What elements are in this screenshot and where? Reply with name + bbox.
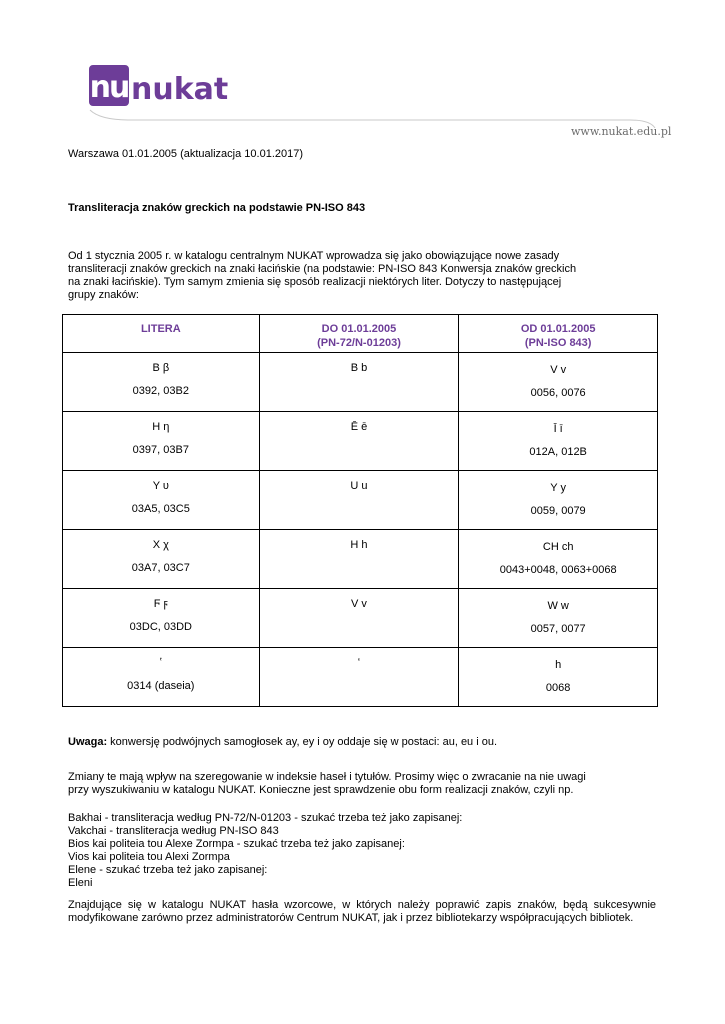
- header-sublabel: (PN-ISO 843): [524, 337, 592, 349]
- cell-new: [459, 412, 658, 471]
- cell-new: [459, 530, 658, 589]
- header-sublabel: (PN-72/N-01203): [317, 337, 401, 349]
- header-before-2005: [259, 315, 459, 353]
- old-translit: U u: [350, 480, 368, 492]
- greek-letter: [64, 657, 258, 670]
- intro-line: na znaki łacińskie). Tym samym zmienia się sposób realizacji niektórych liter. Dotyczy to następującej: [68, 276, 562, 288]
- document-title: Transliteracja znaków greckich na podstawie PN-ISO 843: [68, 202, 366, 214]
- header-label: DO 01.01.2005: [321, 323, 397, 335]
- cell-litera: [63, 530, 260, 589]
- unicode-code: 03A5, 03C5: [131, 503, 190, 515]
- cell-old: [259, 589, 459, 648]
- cell-new: [459, 353, 658, 412]
- example-line: Elene - szukać trzeba też jako zapisanej:: [68, 864, 268, 876]
- old-translit: ʻ: [357, 657, 361, 669]
- unicode-code: 0056, 0076: [530, 387, 586, 399]
- header-label: LITERA: [140, 323, 181, 335]
- note-label: Uwaga:: [68, 736, 108, 748]
- cell-litera: [63, 589, 260, 648]
- unicode-code: 0043+0048, 0063+0068: [499, 564, 617, 576]
- intro-line: transliteracji znaków greckich na znaki łacińskie (na podstawie: PN-ISO 843 Konwersja znaków greckich: [68, 263, 577, 275]
- example-line: Bios kai politeia tou Alexe Zormpa - szukać trzeba też jako zapisanej:: [68, 838, 405, 850]
- changes-line: Zmiany te mają wpływ na szeregowanie w indeksie haseł i tytułów. Prosimy więc o zwracanie na nie uwagi: [68, 771, 586, 783]
- old-translit: Ē ē: [350, 421, 368, 433]
- greek-letter: Η η: [152, 421, 170, 433]
- example-line: Bakhai - transliteracja według PN-72/N-01203 - szukać trzeba też jako zapisanej:: [68, 812, 463, 824]
- header-after-2005: [459, 315, 658, 353]
- changes-paragraph: [68, 771, 658, 797]
- cell-old: [259, 471, 459, 530]
- old-translit: B b: [350, 362, 368, 374]
- intro-paragraph: [68, 250, 588, 302]
- final-paragraph: Znajdujące się w katalogu NUKAT hasła wzorcowe, w których należy poprawić zapis znaków, będą sukcesywnie modyfikowane zarówno przez administratorów Centrum NUKAT, jak i przez bibliotekarzy współpracujących bibliotek.: [68, 899, 656, 924]
- cell-new: [459, 589, 658, 648]
- cell-litera: [63, 353, 260, 412]
- logo-wordmark: nukat: [131, 71, 229, 107]
- cell-new: [459, 648, 658, 707]
- website-url: www.nukat.edu.pl: [571, 125, 672, 138]
- table-row: [63, 353, 658, 412]
- changes-line: przy wyszukiwaniu w katalogu NUKAT. Konieczne jest sprawdzenie obu form realizacji znaków, czyli np.: [68, 784, 574, 796]
- header-curve-decoration: [60, 100, 660, 128]
- example-line: Vakchai - transliteracja według PN-ISO 843: [68, 825, 279, 837]
- dateline: Warszawa 01.01.2005 (aktualizacja 10.01.2017): [68, 148, 304, 160]
- new-translit: V v: [550, 364, 567, 376]
- unicode-code: 03A7, 03C7: [131, 562, 190, 574]
- cell-litera: [63, 471, 260, 530]
- old-translit: H h: [350, 539, 368, 551]
- new-translit: W w: [547, 600, 569, 612]
- unicode-code: 0397, 03B7: [132, 444, 189, 456]
- unicode-code: 0057, 0077: [530, 623, 586, 635]
- new-translit: CH ch: [542, 541, 574, 553]
- cell-old: [259, 353, 459, 412]
- examples-list: [68, 812, 462, 890]
- unicode-code: 0314 (daseia): [127, 680, 195, 692]
- greek-letter: Χ χ: [152, 539, 169, 551]
- new-translit: Y y: [550, 482, 566, 494]
- greek-letter: Β β: [152, 362, 170, 374]
- header-litera: [63, 315, 260, 353]
- unicode-code: 0059, 0079: [530, 505, 586, 517]
- cell-litera: [63, 648, 260, 707]
- table-row: [63, 412, 658, 471]
- cell-new: [459, 471, 658, 530]
- header-label: OD 01.01.2005: [520, 323, 596, 335]
- table-row: [63, 471, 658, 530]
- unicode-code: 0068: [545, 682, 571, 694]
- table-row: [63, 648, 658, 707]
- cell-litera: [63, 412, 260, 471]
- greek-letter: Υ υ: [152, 480, 169, 492]
- logo-mark: nu: [89, 65, 129, 106]
- cell-old: [259, 530, 459, 589]
- table-row: [63, 530, 658, 589]
- note-text: konwersję podwójnych samogłosek ay, ey i oy oddaje się w postaci: au, eu i ou.: [107, 736, 498, 748]
- greek-letter: Ϝ ϝ: [153, 598, 168, 610]
- table-row: [63, 589, 658, 648]
- note: [68, 736, 497, 749]
- unicode-code: 0392, 03B2: [132, 385, 189, 397]
- intro-line: Od 1 stycznia 2005 r. w katalogu centralnym NUKAT wprowadza się jako obowiązujące nowe zasady: [68, 250, 560, 262]
- transliteration-table: [62, 314, 658, 707]
- new-translit: Ī ī: [553, 423, 563, 435]
- intro-line: grupy znaków:: [68, 289, 139, 301]
- old-translit: V v: [351, 598, 367, 610]
- cell-old: [259, 412, 459, 471]
- cell-old: [259, 648, 459, 707]
- example-line: Eleni: [68, 877, 93, 889]
- table-header-row: [63, 315, 658, 353]
- unicode-code: 03DC, 03DD: [129, 621, 192, 633]
- unicode-code: 012A, 012B: [529, 446, 587, 458]
- example-line: Vios kai politeia tou Alexi Zormpa: [68, 851, 230, 863]
- new-translit: h: [555, 659, 562, 671]
